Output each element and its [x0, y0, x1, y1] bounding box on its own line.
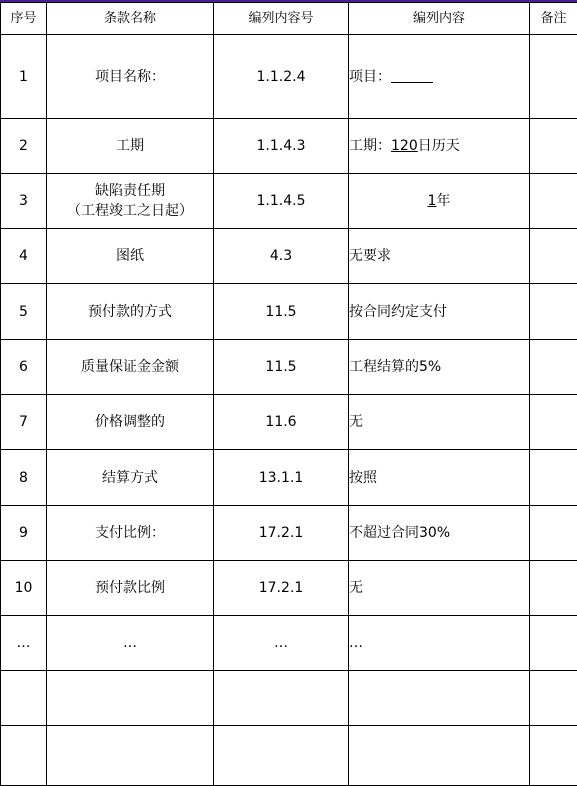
row-index: 2 — [1, 119, 47, 174]
row-index: 6 — [1, 340, 47, 395]
table-row — [1, 229, 577, 284]
row-note — [530, 284, 577, 340]
row-item-name: 预付款比例 — [47, 561, 214, 616]
row-item-name: 预付款的方式 — [47, 284, 214, 340]
row-clause: 1.1.4.5 — [214, 174, 349, 229]
row-item-name: 结算方式 — [47, 450, 214, 506]
empty-cell — [214, 726, 349, 786]
row-clause: 4.3 — [214, 229, 349, 284]
empty-cell — [349, 726, 530, 786]
item-name-line1: 缺陷责任期 — [47, 181, 213, 201]
row-item-name: 项目名称： — [47, 35, 214, 119]
row-index: 3 — [1, 174, 47, 229]
empty-cell — [349, 671, 530, 726]
row-content: 无 — [349, 561, 530, 616]
empty-cell — [530, 671, 577, 726]
row-clause: 11.6 — [214, 395, 349, 450]
header-content: 编列内容 — [349, 3, 530, 35]
table-row — [1, 340, 577, 395]
row-index: 4 — [1, 229, 47, 284]
item-name-line2: （工程竣工之日起） — [47, 201, 213, 221]
table-row — [1, 35, 577, 119]
table-row — [1, 450, 577, 506]
blank-underline — [391, 68, 433, 83]
table-row-empty — [1, 726, 577, 786]
row-note — [530, 174, 577, 229]
row-item-name: … — [47, 616, 214, 671]
row-clause: 1.1.4.3 — [214, 119, 349, 174]
row-item-name — [47, 174, 214, 229]
row-content: 按合同约定支付 — [349, 284, 530, 340]
table-row — [1, 506, 577, 561]
empty-cell — [1, 671, 47, 726]
table-row — [1, 119, 577, 174]
table-header-row — [1, 3, 577, 35]
row-note — [530, 119, 577, 174]
row-content: 不超过合同30% — [349, 506, 530, 561]
content-value: 1 — [428, 193, 437, 209]
table-row — [1, 561, 577, 616]
row-note — [530, 450, 577, 506]
row-note — [530, 506, 577, 561]
table-row — [1, 174, 577, 229]
table-row-empty — [1, 671, 577, 726]
row-content: 工程结算的5% — [349, 340, 530, 395]
row-note — [530, 35, 577, 119]
row-clause: 1.1.2.4 — [214, 35, 349, 119]
row-index: 9 — [1, 506, 47, 561]
row-clause: 17.2.1 — [214, 506, 349, 561]
content-suffix: 日历天 — [418, 138, 460, 154]
row-content: 无 — [349, 395, 530, 450]
row-note — [530, 616, 577, 671]
row-item-name: 价格调整的 — [47, 395, 214, 450]
empty-cell — [47, 671, 214, 726]
row-clause: … — [214, 616, 349, 671]
empty-cell — [47, 726, 214, 786]
contract-terms-table — [0, 2, 577, 786]
empty-cell — [214, 671, 349, 726]
row-clause: 11.5 — [214, 340, 349, 395]
row-clause: 13.1.1 — [214, 450, 349, 506]
table-row — [1, 395, 577, 450]
row-index: 8 — [1, 450, 47, 506]
header-item-name: 条款名称 — [47, 3, 214, 35]
row-content — [349, 35, 530, 119]
row-content — [349, 174, 530, 229]
empty-cell — [1, 726, 47, 786]
content-prefix: 项目： — [349, 69, 391, 85]
header-clause-number: 编列内容号 — [214, 3, 349, 35]
content-suffix: 年 — [436, 193, 450, 209]
row-index: 7 — [1, 395, 47, 450]
row-note — [530, 395, 577, 450]
row-clause: 11.5 — [214, 284, 349, 340]
row-item-name: 图纸 — [47, 229, 214, 284]
row-content: 按照 — [349, 450, 530, 506]
table-row — [1, 616, 577, 671]
row-content: 无要求 — [349, 229, 530, 284]
row-content — [349, 119, 530, 174]
table-row — [1, 284, 577, 340]
content-value: 120 — [391, 138, 418, 154]
row-index: 1 — [1, 35, 47, 119]
header-note: 备注 — [530, 3, 577, 35]
row-content: … — [349, 616, 530, 671]
row-item-name: 工期 — [47, 119, 214, 174]
row-note — [530, 229, 577, 284]
header-index: 序号 — [1, 3, 47, 35]
row-item-name: 支付比例： — [47, 506, 214, 561]
empty-cell — [530, 726, 577, 786]
row-index: 5 — [1, 284, 47, 340]
row-note — [530, 561, 577, 616]
content-prefix: 工期： — [349, 138, 391, 154]
row-index: 10 — [1, 561, 47, 616]
row-note — [530, 340, 577, 395]
row-item-name: 质量保证金金额 — [47, 340, 214, 395]
row-clause: 17.2.1 — [214, 561, 349, 616]
row-index: … — [1, 616, 47, 671]
